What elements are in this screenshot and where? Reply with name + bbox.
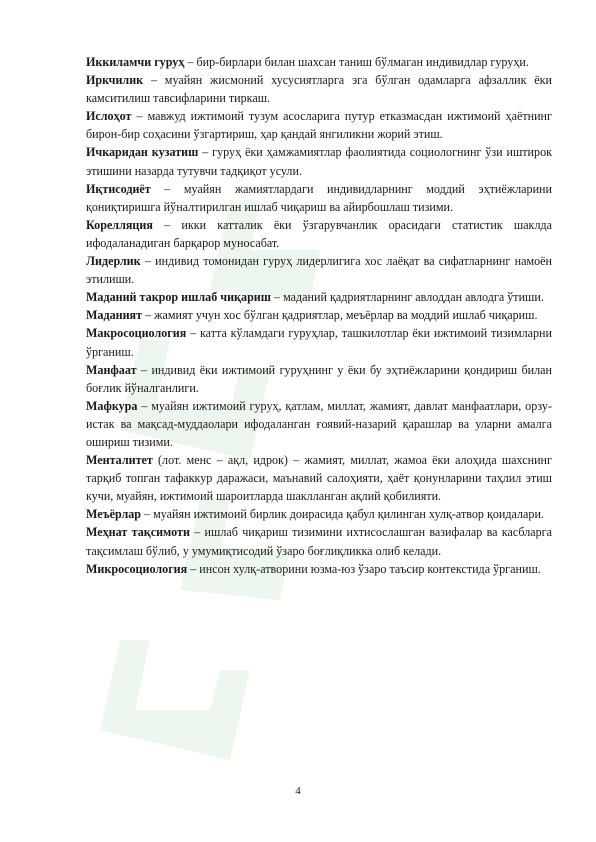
glossary-term: Меҳнат тақсимоти (86, 525, 190, 540)
glossary-term: Иккиламчи гуруҳ (86, 55, 185, 69)
glossary-entry (86, 361, 552, 397)
glossary-entry (86, 107, 552, 143)
glossary-definition: – маданий қадриятларнинг авлоддан авлодга ўтиши. (270, 290, 544, 305)
glossary-definition: – муайян ижтимоий бирлик доирасида қабул қилинган хулқ-атвор қоидалари. (141, 507, 544, 522)
glossary-term: Маданият (86, 308, 143, 323)
glossary-term: Меъёрлар (86, 507, 142, 522)
glossary-term: Микросоциология (86, 561, 188, 576)
glossary-term: Макросоциология (86, 326, 187, 341)
glossary-term: Маданий такрор ишлаб чиқариш (86, 290, 271, 305)
glossary-entry (86, 523, 552, 559)
glossary-definition: – катта кўламдаги гуруҳлар, ташкилотлар ёки ижтимоий тизимларни ўрганиш. (86, 326, 552, 359)
glossary-definition: – индивид томонидан гуруҳ лидерлигига хос лаёқат ва сифатларнинг намоён этилиши. (86, 254, 552, 287)
glossary-entry (86, 560, 552, 578)
glossary-entry (86, 451, 552, 505)
glossary-definition: – бир-бирлари билан шахсан таниш бўлмаган индивидлар гуруҳи. (184, 55, 529, 69)
glossary-term: Ислоҳот (86, 109, 132, 124)
glossary-definition: – жамият учун хос бўлган қадриятлар, меъёрлар ва моддий ишлаб чиқариш. (142, 308, 538, 323)
glossary-entry (86, 306, 552, 324)
glossary-term: Корелляция (86, 217, 153, 232)
glossary-term: Манфаат (86, 362, 137, 377)
glossary-entry (86, 143, 552, 179)
glossary-entry (86, 252, 552, 288)
glossary-entry (86, 71, 552, 107)
glossary-term: Ичкаридан кузатиш (86, 145, 199, 160)
glossary-definition: – икки катталик ёки ўзгарувчанлик орасидаги статистик шаклда ифодаланадиган барқарор муносабат. (86, 217, 552, 250)
glossary-definition: – индивид ёки ижтимоий гуруҳнинг у ёки бу эҳтиёжларини қондириш билан боғлик йўналганлиги. (86, 362, 552, 395)
glossary-entry (86, 324, 552, 360)
glossary-entry (86, 180, 552, 216)
glossary-entry (86, 397, 552, 451)
glossary-definition: – мавжуд ижтимоий тузум асосларига путур етказмасдан ижтимоий ҳаётнинг бирон-бир соҳасини ўзгартириш, ҳар қандай янгиликни жорий этиш. (86, 109, 552, 142)
glossary-definition: – муайян ижтимоий гуруҳ, қатлам, миллат, жамият, давлат манфаатлари, орзу-истак ва мақсад-муддаолари ифодаланган ғоявий-назарий қарашлар ва уларни амалга ошириш тизими. (86, 398, 552, 449)
page-number: 4 (295, 785, 301, 797)
glossary-term: Менталитет (86, 453, 153, 468)
glossary-entry (86, 505, 552, 523)
glossary-page (86, 53, 552, 578)
glossary-definition: – гуруҳ ёки ҳамжамиятлар фаолиятида социологнинг ўзи иштирок этишини назарда тутувчи тадқиқот усули. (86, 145, 552, 178)
glossary-definition: (лот. менс – ақл, идрок) – жамият, миллат, жамоа ёки алоҳида шахснинг тарқиб топган тафаккур даражаси, маънавий салоҳияти, ҳаёт қонунларини таҳлил этиш кучи, муайян, ижтимоий шароитларда шаклланган ақлий қобилияти. (86, 453, 552, 504)
glossary-definition: – ишлаб чиқариш тизимини ихтисослашган вазифалар ва касбларга тақсимлаш бўлиб, у умумиқтисодий ўзаро боғлиқликка олиб келади. (86, 525, 552, 558)
glossary-term: Иркчилик (86, 73, 144, 88)
glossary-entry (86, 288, 552, 306)
glossary-definition: – муайян жамиятлардаги индивидларнинг моддий эҳтиёжларини қониқтиришга йўналтирилган ишлаб чиқариш ва айирбошлаш тизими. (86, 181, 552, 214)
glossary-term: Мафкура (86, 398, 138, 413)
glossary-term: Лидерлик (86, 254, 141, 269)
glossary-definition: – инсон хулқ-атворини юзма-юз ўзаро таъсир контекстида ўрганиш. (187, 561, 541, 576)
glossary-definition: – муайян жисмоний хусусиятларга эга бўлган одамларга афзаллик ёки камситилиш тавсифларини тиркаш. (86, 73, 552, 106)
glossary-term: Иқтисодиёт (86, 181, 151, 196)
glossary-entry (86, 216, 552, 252)
glossary-entry (86, 53, 552, 71)
